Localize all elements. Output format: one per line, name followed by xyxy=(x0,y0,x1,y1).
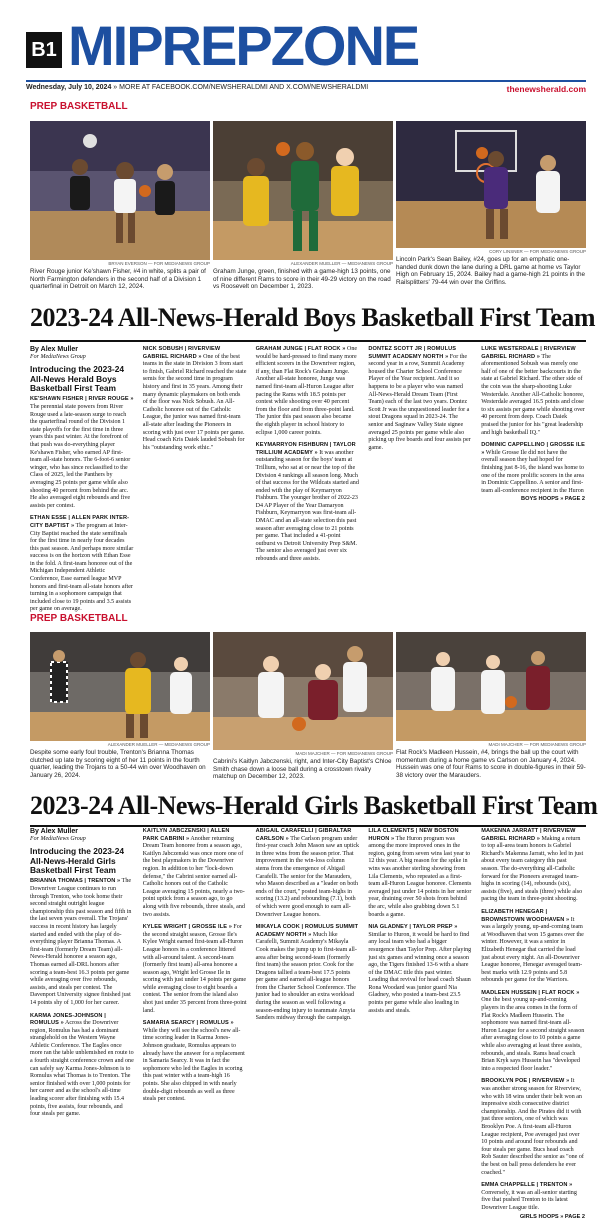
boys-entry-lead: DONTEZ SCOTT JR | ROMULUS SUMMIT ACADEMY NORTH » xyxy=(368,346,456,360)
girls-column-3 xyxy=(256,828,360,1198)
girls-entry-text: Similar to Huron, it would be hard to find any local team who had a bigger resurgence than Taylor Prep. After playing just six games and winning once a season ago, the Tigers finished 13-6 with a share of the DMAC title this past winter. Leading that revival for head coach Shaun Rona Woodard was junior guard Nia Gladney, who posted a team-best 23.5 points per game while also leading in assists and steals. xyxy=(368,932,471,1014)
girls-entry-lead: KAITLYN JABCZENSKI | ALLEN PARK CABRINI » xyxy=(143,828,230,842)
girls-photo-1-image xyxy=(30,632,210,741)
boys-column-2 xyxy=(143,346,247,598)
boys-entry-text: The perennial state powers from River Rouge used a late-season surge to reach the quarterfinal round of the Division 1 state playoffs for the first time in three years this past winter. At the forefront of that push was do-everything player Ke'shawn Fisher, who earned AP first-team all-state honors. The 6-foot-6 senior winger, who has since reclassified to the Class of 2025, led the Panthers by averaging 25 points per game while also shooting 40 percent from behind the arc. He also averaged eight rebounds and five assists per contest. xyxy=(30,404,130,509)
girls-entry xyxy=(30,878,134,1007)
masthead xyxy=(26,14,586,74)
girls-entry-text: The Carlson program under first-year coach John Mason saw an uptick in three wins from the season prior. That improvement in the win-loss column stems from the emergence of Abigail Carafelli. The senior for the Marauders, who Mason described as a "leader on both ends of the court," posted team-highs in scoring (13.2) and rebounding (7.1), both of which were good enough to earn all-Downriver League honors. xyxy=(256,836,359,918)
boys-entry-lead: KE'SHAWN FISHER | RIVER ROUGE » xyxy=(30,396,134,402)
girls-entry-lead: BROOKLYN POE | RIVERVIEW » xyxy=(481,1078,569,1084)
girls-entry-text: The Huron program was among the more improved ones in the region, going from seven wins last year to 12 this year. A big reason for the spike in wins was another sterling showing from Lila Clements, who repeated as a first-team all-Huron League honoree. Clements averaged just under 14 points in her senior year, draining over 50 shots from behind the arc, while also grabbing down 5.1 boards a game. xyxy=(368,836,471,918)
boys-column-1 xyxy=(30,346,134,598)
boys-headline: 2023-24 All-News-Herald Boys Basketball First Team xyxy=(30,303,586,333)
girls-entry xyxy=(30,1013,134,1119)
girls-photo-2-caption: Cabrini's Kaitlyn Jabczenski, right, and Inter-City Baptist's Chloe Smith chase down a loose ball during a crosstown rivalry matchup on December 12, 2023. xyxy=(213,758,393,781)
section-badge: B1 xyxy=(26,32,62,68)
girls-photo-1-caption: Despite some early foul trouble, Trenton's Brianna Thomas clutched up late by scoring eight of her 11 points in the fourth quarter, leading the Trojans to a 50-44 win over Woodhaven on January 26, 2024. xyxy=(30,749,210,779)
boys-entry xyxy=(30,515,134,614)
boys-photo-1-image xyxy=(30,121,210,260)
girls-entry-text: Much like Carafelli, Summit Academy's Mikayla Cook makes the jump up to first-team all-area after being second-team (formerly first team) the season prior. Cook for the Dragons tallied a team-best 17.5 points per game and earned all-league honors from the Charter School Conference. The junior had to shoulder an extra workload during the season as well following a season-ending injury to teammate Amyia Sanders midway through the campaign. xyxy=(256,932,357,1022)
boys-byline-org: For MediaNews Group xyxy=(30,354,134,362)
boys-entry xyxy=(481,346,585,437)
girls-entry-lead: MIKAYLA COOK | ROMULUS SUMMIT ACADEMY NORTH » xyxy=(256,924,359,938)
boys-column-5 xyxy=(481,346,585,598)
boys-entry-lead: LUKE WESTERDALE | RIVERVIEW GABRIEL RICHARD » xyxy=(481,346,576,360)
boys-entry-text: One of the best teams in the state in Division 3 from start to finish, Gabriel Richard reached the state semis for the second time in program history and first in 35 years. Among their many dynamic playmakers on both ends of the floor was Nick Sobush. An All-Catholic honoree out of the Catholic League, the junior was named first-team all-state after leading the Pioneers in scoring with just over 17 points per game. Head coach Kris Daiek lauded Sobush for his "outstanding work ethic." xyxy=(143,354,247,451)
girls-entry-lead: ABIGAIL CARAFELLI | GIBRALTAR CARLSON » xyxy=(256,828,352,842)
issue-date: Wednesday, July 10, 2024 xyxy=(26,84,111,91)
girls-entry-text: For the second straight season, Grosse Ile's Kylee Wright earned first-team all-Huron League honors in a conference littered with all-around talent. A second-team (formerly first team) all-area honoree a season ago, Wright led Grosse Ile in scoring with just under 14 points per game while averaging close to eight boards a contest. The senior from the island also shot just under 35 percent from three-point land. xyxy=(143,924,247,1014)
girls-headline: 2023-24 All-News-Herald Girls Basketball First Team xyxy=(30,791,586,821)
boys-column-3 xyxy=(256,346,360,598)
girls-entry-text: One the best young up-and-coming players in the area comes in the form of Flat Rock's Madleen Hussein. The sophomore was named first-team all-Huron League for a second straight season after averaging close to 10 points a game while also averaging at least three assists, rebounds, and steals. Rams head coach Brian Kryk says Hussein has "developed into a respected floor leader." xyxy=(481,997,584,1071)
boys-entry-lead: KEYMARRYON FISHBURN | TAYLOR TRILLIUM ACADEMY » xyxy=(256,442,356,456)
boys-entry-text: It was another outstanding season for the boys' team at Trillium, who sat at or near the top of the Division 4 rankings all season long. Much of that success for the Wildcats started and ended with the play of Keymarryon Fishburn. The younger brother of 2022-23 D4 AP Player of the Year Damaryon Fishburn, Keymarryon was first-team all-DMAC and an all-state selection this past season after averaging close to 21 points per game. That included a 41-point outburst vs Detroit University Prep S&M. The senior also averaged just over six rebounds and three assists. xyxy=(256,450,359,562)
girls-column-5 xyxy=(481,828,585,1198)
girls-entry-text: Across the Downriver region, Romulus has had a dominant stranglehold on the Western Wayne Athletic Conference. The Eagles once more ran the table unblemished en route to a fourth straight conference crown and one can safely say Karma Jones-Johnson is to Romulus what Thomas is to Trenton. The senior finished with over 1,000 points for her career and as the school's all-time leading scorer after finishing with 15.4 points, five assists, four rebounds, and four steals per game. xyxy=(30,1020,134,1117)
boys-photo-1-credit: BRYAN EVERSON — FOR MEDIANEWS GROUP xyxy=(30,261,210,266)
girls-entry-lead: BRIANNA THOMAS | TRENTON » xyxy=(30,878,120,884)
boys-divider xyxy=(30,340,586,342)
girls-entry-lead: MAKENNA JARRATT | RIVERVIEW GABRIEL RICHARD » xyxy=(481,828,575,842)
girls-entry-lead: KYLEE WRIGHT | GROSSE ILE » xyxy=(143,924,232,930)
girls-photo-3-image xyxy=(396,632,586,741)
boys-photo-3-caption: Lincoln Park's Sean Bailey, #24, goes up for an emphatic one-handed dunk down the lane during a DRL game at home vs Taylor High on February 15, 2024. Bailey had a game-high 21 points in the Railsplitters' 79-44 win over the Griffins. xyxy=(396,256,586,286)
girls-entry-lead: SAMARIA SEARCY | ROMULUS » xyxy=(143,1020,234,1026)
boys-photo-2 xyxy=(213,121,393,260)
girls-entry-text: Another returning Dream Team honoree from a season ago, Kaitlyn Jabczenski was once more one of the best playmakers in the Downriver region. In addition to her "lock-down defense," the Cabrini senior earned all-Catholic honors out of the Catholic League averaging 15 points, nearly a two-point uptick from a season ago, to go along with five rebounds, three steals, and two assists. xyxy=(143,836,245,918)
boys-jump-link[interactable]: BOYS HOOPS » PAGE 2 xyxy=(481,496,585,504)
boys-photo-3-credit: CORY LINSNER — FOR MEDIANEWS GROUP xyxy=(396,249,586,254)
boys-entry-lead: DOMINIC CAPPELLINO | GROSSE ILE » xyxy=(481,442,585,456)
girls-photo-2 xyxy=(213,632,393,750)
girls-entry-text: It was another strong season for Riverview, who with 18 wins under their belt won an impressive sixth consecutive district championship. And the Pirates did it with just three seniors, one of which was Brooklyn Poe. A first-team all-Huron League recipient, Poe averaged just over 10 points and around four rebounds and four steals per game. Bucs head coach Rob Sauter described the senior as "one of the best on ball press defenders he ever coached." xyxy=(481,1078,584,1175)
girls-entry xyxy=(143,924,247,1015)
girls-entry-text: While they will see the school's new all-time scoring leader in Karma Jones-Johnson graduate, Romulus appears to already have the answer for a replacement in Samaria Searcy. It was in fact the sophomore who led the Eagles in scoring this past winter with a team-high 16 points. She also chipped in with nearly double-digit rebounds as well as three steals per contest. xyxy=(143,1028,245,1102)
girls-entry xyxy=(368,924,472,1015)
boys-photo-1 xyxy=(30,121,210,260)
girls-entry xyxy=(256,828,360,919)
girls-entry xyxy=(481,828,585,904)
boys-entry-text: The program at Inter-City Baptist reached the state semifinals for the first time in nearly four decades this past season. And perhaps more similar success is on the horizon with Ethan Esse in the fold. A first-team honoree out of the Michigan Independent Athletic Conference, Esse earned league MVP honors and first-team all-state honors after turning in a sophomore campaign that included close to 19 points and 3.5 assists per game on average. xyxy=(30,523,133,613)
boys-entry xyxy=(368,346,472,452)
more-links: » MORE AT FACEBOOK.COM/NEWSHERALDMI AND X.COM/NEWSHERALDMI xyxy=(111,84,368,91)
girls-entry-lead: LILA CLEMENTS | NEW BOSTON HURON » xyxy=(368,828,458,842)
girls-photo-2-credit: MADI MAJCHER — FOR MEDIANEWS GROUP xyxy=(213,751,393,756)
brand-logo: MIPREPZONE xyxy=(68,16,418,76)
boys-entry-lead: GRAHAM JUNGE | FLAT ROCK » xyxy=(256,346,346,352)
boys-photo-3-image xyxy=(396,121,586,248)
girls-entry-lead: KARMA JONES-JOHNSON | ROMULUS » xyxy=(30,1013,106,1027)
boys-entry xyxy=(256,346,360,437)
girls-column-1 xyxy=(30,828,134,1198)
girls-entry-lead: ELIZABETH HENEGAR | BROWNSTOWN WOODHAVEN » xyxy=(481,909,569,923)
girls-entry-text: Making a return to top all-area team honors is Gabriel Richard's Makenna Jarratt, who led in just about every team category this past season. The do-everything all-Catholic forward for the Pioneers averaged team-highs in scoring (14), rebounds (six), assists (five), and steals (three) while also pacing the team in three-point shooting. xyxy=(481,836,583,903)
girls-photo-1-credit: ALEXANDER MUELLER — MEDIANEWS GROUP xyxy=(30,742,210,747)
boys-byline: By Alex Muller xyxy=(30,346,134,354)
girls-article xyxy=(30,828,586,1198)
girls-column-4 xyxy=(368,828,472,1198)
boys-entry-text: While Grosse Ile did not have the overall season they had hoped for finishing just 8-16, the island was home to one of the more prolific scorers in the area in Dominic Cappellino. A senior and first-team all-conference recipient in the Huron xyxy=(481,450,584,494)
girls-column-2 xyxy=(143,828,247,1198)
girls-entry-lead: EMMA CHAPPELLE | TRENTON » xyxy=(481,1182,572,1188)
boys-photo-2-credit: ALEXANDER MUELLER — MEDIANEWS GROUP xyxy=(213,261,393,266)
boys-photo-2-caption: Graham Junge, green, finished with a game-high 13 points, one of nine different Rams to score in their 49-29 victory on the road vs Roosevelt on December 1, 2023. xyxy=(213,268,393,291)
girls-photo-3 xyxy=(396,632,586,741)
boys-entry-lead: NICK SOBUSH | RIVERVIEW GABRIEL RICHARD » xyxy=(143,346,220,360)
girls-divider xyxy=(30,825,586,827)
boys-column-4 xyxy=(368,346,472,598)
boys-entry xyxy=(256,442,360,564)
girls-intro: Introducing the 2023-24 All-News-Herald Girls Basketball First Team xyxy=(30,847,134,875)
boys-photo-3 xyxy=(396,121,586,248)
boys-entry-text: For the second year in a row, Summit Academy housed the Charter School Conference Player of the Year recipient. And it so happens to be a player who was named All-News-Herald Dream Team (First Team) each of the last two years. Dontez Scott Jr was the unquestioned leader for a stout Dragons squad in 2023-24. The senior and Saginaw Valley State signee averaged 25 points per game while also picking up five boards and four assists per game. xyxy=(368,354,470,451)
girls-entry xyxy=(481,1078,585,1177)
girls-entry xyxy=(143,828,247,919)
boys-photo-1-caption: River Rouge junior Ke'shawn Fisher, #4 in white, splits a pair of North Farmington defenders in the second half of a Division 1 quarterfinal in Detroit on March 12, 2024. xyxy=(30,268,210,291)
dateline-bar xyxy=(26,80,586,94)
boys-entry-text: The aforementioned Sobush was merely one half of one of the better backcourts in the state at Gabriel Richard. The other side of the coin was the sharp-shooting Luke Westerdale. Another All-Catholic honoree, Westerdale averaged 16.5 points and close to six assists per game while shooting over 40 percent from deep. Coach Daiek praised the junior for his "great leadership and high basketball IQ." xyxy=(481,354,585,436)
girls-jump-link[interactable]: GIRLS HOOPS » PAGE 2 xyxy=(481,1214,585,1221)
boys-intro: Introducing the 2023-24 All-News Herald Boys Basketball First Team xyxy=(30,365,134,393)
girls-kicker: PREP BASKETBALL xyxy=(30,613,128,624)
girls-photo-3-credit: MADI MAJCHER — FOR MEDIANEWS GROUP xyxy=(396,742,586,747)
girls-photo-2-image xyxy=(213,632,393,750)
boys-entry-text: One would be hard-pressed to find many more efficient scorers in the Downriver region, if any, than Flat Rock's Graham Junge. Another all-state honoree, Junge was named first-team all-Huron League after pacing the Rams with 18.5 points per contest while shooting over 40 percent from the floor and from three-point land. The junior this past season also became the eighth player in school history to eclipse 1,000 career points. xyxy=(256,346,357,436)
girls-photo-1 xyxy=(30,632,210,741)
girls-entry-lead: MADLEEN HUSSEIN | FLAT ROCK » xyxy=(481,990,579,996)
girls-entry-text: The Downriver League continues to run through Trenton, who took home their second straight outright league championship this past season and fifth in the last seven years overall. The Trojans' success in recent history has largely started and ended with the play of do-everything player Brianna Thomas. A first-team (formerly Dream Team) all-News-Herald honoree a season ago, Thomas earned all-DRL honors after scoring a team-best 16.3 points per game while averaging over five rebounds, assists, and steals per contest. The Davenport University signee finished just 14 points shy of 1,000 for her career. xyxy=(30,878,131,1006)
boys-entry xyxy=(481,442,585,495)
site-link[interactable]: thenewsherald.com xyxy=(507,84,586,94)
girls-entry-text: Conversely, it was an all-senior starting five that pushed Trenton to its latest Downriver League title. xyxy=(481,1190,577,1211)
girls-entry xyxy=(481,1182,585,1212)
boys-entry xyxy=(143,346,247,452)
girls-entry xyxy=(481,990,585,1074)
girls-entry xyxy=(481,909,585,985)
girls-entry xyxy=(256,924,360,1023)
boys-article xyxy=(30,346,586,598)
boys-kicker: PREP BASKETBALL xyxy=(30,101,128,112)
boys-entry-lead: ETHAN ESSE | ALLEN PARK INTER-CITY BAPTIST » xyxy=(30,515,129,529)
girls-entry xyxy=(143,1020,247,1104)
girls-photo-3-caption: Flat Rock's Madleen Hussein, #4, brings the ball up the court with momentum during a home game vs Carlson on January 4, 2024. Hussein was one of four Rams to score in double-figures in their 59-38 victory over the Marauders. xyxy=(396,749,586,779)
girls-entry xyxy=(368,828,472,919)
boys-entry xyxy=(30,396,134,510)
girls-byline-org: For MediaNews Group xyxy=(30,836,134,844)
girls-entry-lead: NIA GLADNEY | TAYLOR PREP » xyxy=(368,924,457,930)
girls-byline: By Alex Muller xyxy=(30,828,134,836)
boys-photo-2-image xyxy=(213,121,393,260)
girls-entry-text: It was a largely young, up-and-coming team at Woodhaven that won 15 games over the winter. However, it was a senior in Elizabeth Henegar that carried the load just about every night. An all-Downriver League honoree, Henegar averaged team-best marks with 12.9 points and 5.8 rebounds per game for the Warriors. xyxy=(481,917,584,984)
